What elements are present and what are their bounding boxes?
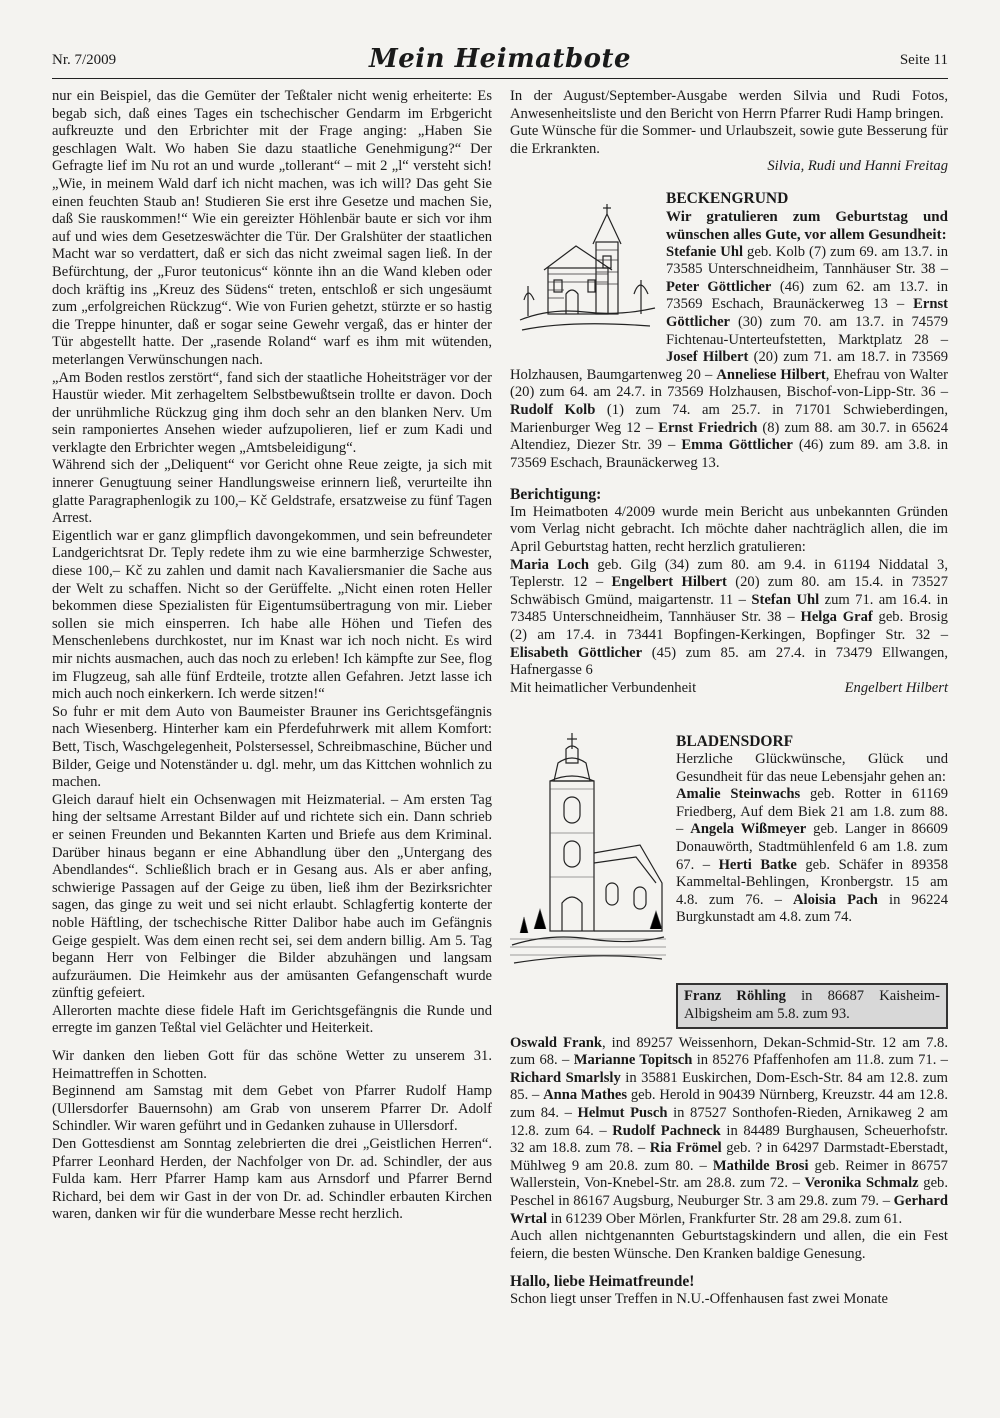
person-name: Aloisia Pach <box>793 891 878 908</box>
entry-text: geb. Peschel in 86167 Augsburg, Neuburger Str. 3 am 29.8. zum 79. – <box>510 1175 949 1209</box>
person-name: Elisabeth Göttlicher <box>510 644 643 661</box>
birthday-list <box>510 1035 948 1229</box>
paragraph: So fuhr er mit dem Auto von Baumeister Brauner ins Gerichtsgefängnis nach Wiesenberg. Hinterher kam ein Pferdefuhrwerk mit allem Komfort: Bett, Tisch, Waschgelegenheit, Polstersessel, Schreibmaschine, Bücher und Bilder, Geige und Notenständer u. dgl. mehr, um das Kittchen wohnlich zu machen. <box>52 703 492 791</box>
person-name: Stefan Uhl <box>751 591 820 608</box>
entry-text: geb. Rotter in 61169 Friedberg, Auf dem Biek 21 am 1.8. zum 88. – <box>676 786 948 838</box>
header-rule <box>52 78 948 79</box>
paragraph: Gleich darauf hielt ein Ochsenwagen mit Heizmaterial. – Am ersten Tag hing der seltsame Arrestant Bilder auf und richtete sich ein. Dann schrieb er seinen Freunden und Bekannten Karten und Briefe aus dem Kriminal. Darüber hinaus begann er eine Abhandlung über den „Untergang des Abendlandes“. Schließlich brach er in Gesang aus. Als er aber anfing, schwierige Passagen auf der Geige zu üben, ließ ihm der Bezirksrichter sagen, das ginge zu weit und sei nicht erlaubt. Schlagfertig konterte der noble Häftling, der tschechische Ritter Dalibor habe auch im Gefängnis Geige gespielt. Was dem einen recht sei, sei dem andern billig. Am 5. Tag begann Herr von Felbinger die Bilder abzuhängen und langsam aufzuräumen. Die Heimkehr aus der amüsanten Gefangenschaft wurde zünftig gefeiert. <box>52 791 492 1002</box>
entry-text: in 96224 Burgkunstadt am 4.8. zum 74. <box>676 891 948 926</box>
person-name: Anna Mathes <box>543 1087 628 1104</box>
entry-text: (20) zum 80. am 15.4. in 73527 Schwäbisch Gmünd, maigartenstr. 11 – <box>510 574 948 608</box>
section-title: BECKENGRUND <box>666 189 789 207</box>
page-header <box>52 44 948 76</box>
entry-text: geb. Brosig (2) am 17.4. in 73441 Bopfingen-Kerkingen, Bopfinger Str. 32 – <box>510 609 948 644</box>
person-name: Rudolf Pachneck <box>612 1122 721 1139</box>
chapel-drawing-icon <box>510 190 660 340</box>
section-lead: Herzliche Glückwünsche, Glück und Gesundheit für das neue Lebensjahr gehen an: <box>676 751 948 785</box>
section-bladensdorf <box>510 733 948 1263</box>
birthday-list <box>510 557 948 680</box>
entry-text: geb. Schäfer in 89358 Kammeltal-Behlingen, Kronbergstr. 15 am 4.8. zum 76. – <box>676 856 949 908</box>
entry-text: (45) zum 85. am 27.4. in 73479 Ellwangen, Hafnergasse 6 <box>510 644 948 679</box>
person-name: Engelbert Hilbert <box>611 574 727 591</box>
entry-text: , ind 89257 Weissenhorn, Dekan-Schmid-Str. 12 am 7.8. zum 68. – <box>510 1034 948 1069</box>
highlight-box <box>676 983 948 1028</box>
entry-text: in 61239 Ober Mörlen, Frankfurter Str. 28 am 29.8. zum 61. <box>547 1210 903 1227</box>
church-drawing-icon <box>510 733 666 979</box>
person-name: Marianne Topitsch <box>573 1052 693 1069</box>
entry-text: in 86687 Kaisheim-Albigsheim am 5.8. zum 93. <box>684 988 941 1022</box>
person-name: Franz Röhling <box>684 988 786 1005</box>
left-column <box>52 88 492 1224</box>
chapel-illustration <box>510 190 660 350</box>
entry-text: geb. ? in 64297 Darmstadt-Eberstadt, Mühlweg 9 am 20.8. zum 80. – <box>510 1140 949 1174</box>
person-name: Oswald Frank <box>510 1034 602 1051</box>
entry-text: (8) zum 88. am 30.7. in 65624 Altendiez, Diezer Str. 39 – <box>510 419 948 454</box>
signature: Engelbert Hilbert <box>844 679 948 696</box>
entry-text: zum 71. am 16.4. in 73485 Unterschneidheim, Tannhäuser Str. 38 – <box>510 591 948 626</box>
church-illustration <box>510 733 670 983</box>
closing-row <box>510 680 948 698</box>
person-name: Herti Batke <box>718 856 797 873</box>
person-name: Josef Hilbert <box>666 349 749 366</box>
right-column <box>510 88 948 1309</box>
person-name: Anneliese Hilbert <box>716 366 826 383</box>
person-name: Helmut Pusch <box>577 1104 668 1121</box>
section-title: Berichtigung: <box>510 486 602 504</box>
person-name: Angela Wißmeyer <box>690 821 807 838</box>
person-name: Helga Graf <box>800 609 873 626</box>
entry-text: geb. Kolb (7) zum 69. am 13.7. in 73585 Unterschneidheim, Tannhäuser Str. 38 – <box>666 243 948 278</box>
entry-text: geb. Gilg (34) zum 80. am 9.4. in 61194 Niddatal 3, Teplerstr. 12 – <box>510 556 948 591</box>
person-name: Rudolf Kolb <box>510 401 596 418</box>
paragraph: Während sich der „Deliquent“ vor Gericht ohne Reue zeigte, ja sich mit innerer Genugtuung seiner Handlungsweise erinnern ließ, verurteilte ihn glatte Paragraphenlogik zu 100,– Kč Geldstrafe, ersatzweise zu fünf Tagen Arrest. <box>52 457 492 527</box>
issue-number: Nr. 7/2009 <box>52 52 117 68</box>
entry-text: , Ehefrau von Walter (20) zum 64. am 24.7. in 73569 Holzhausen, Bischof-von-Lipp-Str. 36 – <box>510 366 948 401</box>
entry-text: geb. Reimer in 86757 Wallerstein, Von-Knebel-Str. am 28.8. zum 72. – <box>510 1157 948 1192</box>
paragraph: In der August/September-Ausgabe werden Silvia und Rudi Fotos, Anwesenheitsliste und den Bericht von Herrn Pfarrer Rudi Hamp bringen. <box>510 88 948 122</box>
masthead-logo: Mein Heimatbote <box>368 44 632 74</box>
closing-text: Mit heimatlicher Verbundenheit <box>510 679 697 696</box>
signature: Silvia, Rudi und Hanni Freitag <box>767 158 948 175</box>
entry-text: in 87527 Sonthofen-Rieden, Arnikaweg 2 am 12.8. zum 64. – <box>510 1104 948 1139</box>
paragraph: Im Heimatboten 4/2009 wurde mein Bericht aus unbekannten Gründen vom Verlag nicht gebracht. Ich möchte daher nachträglich allen, die im April Geburtstag hatten, recht herzlich gratulieren: <box>510 503 948 556</box>
paragraph: Schon liegt unser Treffen in N.U.-Offenhausen fast zwei Monate <box>510 1290 889 1307</box>
entry-text: in 84489 Burghausen, Scheuerhofstr. 32 am 18.8. zum 78. – <box>510 1122 949 1157</box>
person-name: Richard Smarlsly <box>510 1069 621 1086</box>
person-name: Stefanie Uhl <box>666 243 744 260</box>
person-name: Ernst Friedrich <box>658 419 758 436</box>
person-name: Ria Frömel <box>649 1140 722 1157</box>
paragraph: Auch allen nichtgenannten Geburtstagskindern und allen, die ein Fest feiern, die besten Wünsche. Den Kranken baldige Genesung. <box>510 1228 948 1262</box>
paragraph: Den Gottesdienst am Sonntag zelebrierten die drei „Geistlichen Herren“. Pfarrer Leonhard Herden, der Nachfolger von Dr. ad. Schindler, der aus Fulda kam. Herr Pfarrer Hamp kam aus Arnsdorf und Pfarrer Bernd Richard, bei dem wir Gast in der von Dr. ad. Schindler erbauten Kirchen waren, danken wir für die wunderbare Messe recht herzlich. <box>52 1136 492 1223</box>
entry-text: in 35881 Euskirchen, Dom-Esch-Str. 84 am 12.8. zum 85. – <box>510 1069 948 1104</box>
entry-text: (30) zum 70. am 13.7. in 74579 Fichtenau-Unterteufstetten, Marktplatz 28 – <box>666 313 948 348</box>
person-name: Veronika Schmalz <box>804 1175 919 1192</box>
person-name: Gerhard Wrtal <box>510 1192 948 1227</box>
section-beckengrund <box>510 190 948 472</box>
entry-text: geb. Herold in 90439 Nürnberg, Kreuzstr. 44 am 12.8. zum 84. – <box>510 1087 948 1121</box>
page-number: Seite 11 <box>899 52 948 68</box>
person-name: Emma Göttlicher <box>681 437 793 454</box>
section-title: BLADENSDORF <box>676 733 794 751</box>
entry-text: (46) zum 89. am 3.8. in 73569 Eschach, Braunäckerweg 13. <box>510 437 948 471</box>
paragraph: Beginnend am Samstag mit dem Gebet von Pfarrer Rudolf Hamp (Ullersdorfer Bauernsohn) am Grab von unserem Pfarrer Dr. Adolf Schindler. Wir waren geführt und in Gedanken zuhause in Ullersdorf. <box>52 1083 492 1135</box>
paragraph: nur ein Beispiel, das die Gemüter der Teßtaler nicht wenig erheiterte: Es begab sich, daß eines Tages ein tschechischer Gendarm im Erbgericht aufkreuzte und den Erbrichter mit der Frage anging: „Haben Sie geschlagen Walt. Wo haben Sie dazu staatliche Genehmigung?“ Der Gefragte lief im Nu rot an und wurde „tollerant“ – mit 2 „l“ versteht sich! „Wie, in meinem Wald darf ich nicht machen, was ich will? Das geht Sie einen feuchten Staub an! Studieren Sie erst ihre Gesetze und machen Sie, daß Sie rauskommen!“ Wie ein gereizter Höhlenbär baute er sich vor ihm auf und wies dem Gesetzeswächter die Tür. Der Gralshüter der staatlichen Macht war so verdattert, daß er sich das nicht zweimal sagen ließ. In der Befürchtung, der „Furor teutonicus“ könnte ihn an die Wand kleben oder doch kräftig ins „Kreuz des Südens“ treten, entschloß er sich ungesäumt zum „erfolgreichen Rückzug“. Wie von Furien gehetzt, stürzte er so hastig die Treppe hinunter, daß er sogar seine Gewehr vergaß, das er hinter der Tür abgestellt hatte. Der „rasende Roland“ warf es ihm mit wütenden, meterlangen Verwünschungen nach. <box>52 88 492 368</box>
person-name: Peter Göttlicher <box>666 278 772 295</box>
person-name: Mathilde Brosi <box>712 1157 809 1174</box>
section-berichtigung <box>510 486 948 697</box>
entry-text: (20) zum 71. am 18.7. in 73569 Holzhausen, Baumgartenweg 20 – <box>510 349 948 383</box>
entry-text: (46) zum 62. am 13.7. in 73569 Eschach, Braunäckerweg 13 – <box>666 278 948 313</box>
entry-text: (1) zum 74. am 25.7. in 71701 Schwieberdingen, Marienburger Weg 12 – <box>510 401 948 436</box>
person-name: Amalie Steinwachs <box>676 786 801 803</box>
paragraph: Allerorten machte diese fidele Haft im Gerichtsgefängnis die Runde und erregte im ganzen Teßtal viel Gelächter und Heiterkeit. <box>52 1002 492 1037</box>
paragraph: Eigentlich war er ganz glimpflich davongekommen, und sein befreundeter Landgerichtsrat Dr. Teply redete ihm zu wie eine barmherzige Schwester, diese 100,– Kč zu zahlen und damit nach Kavaliersmanier die Sache aus der Welt zu schaffen. Nicht so der Gerüffelte. „Nicht einen roten Heller bekommen diese Spezialisten für Eigentumsübertragung von mir. Lieber sollen sie mich einsperren. Ich habe alle Höhen und Tiefen des Menschenlebens durchkostet, nur im Knast war ich noch nicht. Es wird mir nichts ausmachen, auch das noch zu erleben! Ich kämpfte zur See, flog im Flugzeug, sah alle fünf Erdteile, trotzte allen Gefahren. Jetzt lasse ich mich auch noch einkerkern. Ich werde sitzen!“ <box>52 527 492 703</box>
paragraph: Wir danken den lieben Gott für das schöne Wetter zu unserem 31. Heimattreffen in Schotten. <box>52 1048 492 1082</box>
paragraph: „Am Boden restlos zerstört“, fand sich der staatliche Hoheitsträger vor der Haustür wieder. Mit zerhageltem Selbstbewußtsein trollte er davon. Doch der unrühmliche Rückzug ging ihm doch sehr an den blanken Nerv. Um sein ramponiertes Ansehen wieder aufzupolieren, lief er zum Kadi und verklagte den Erbrichter wegen „Amtsbeleidigung“. <box>52 369 492 456</box>
entry-text: in 85276 Pfaffenhofen am 11.8. zum 71. – <box>692 1052 948 1069</box>
paragraph: Gute Wünsche für die Sommer- und Urlaubszeit, sowie gute Besserung für die Erkrankten. <box>510 123 948 157</box>
section-hallo <box>510 1273 948 1308</box>
person-name: Maria Loch <box>510 556 589 573</box>
section-lead: Wir gratulieren zum Geburtstag und wünschen alles Gute, vor allem Gesundheit: <box>666 208 948 243</box>
section-title: Hallo, liebe Heimatfreunde! <box>510 1273 695 1291</box>
entry-text: geb. Langer in 86609 Donauwörth, Stadtmühlenfeld 6 am 1.8. zum 67. – <box>676 821 948 873</box>
person-name: Ernst Göttlicher <box>666 296 948 330</box>
